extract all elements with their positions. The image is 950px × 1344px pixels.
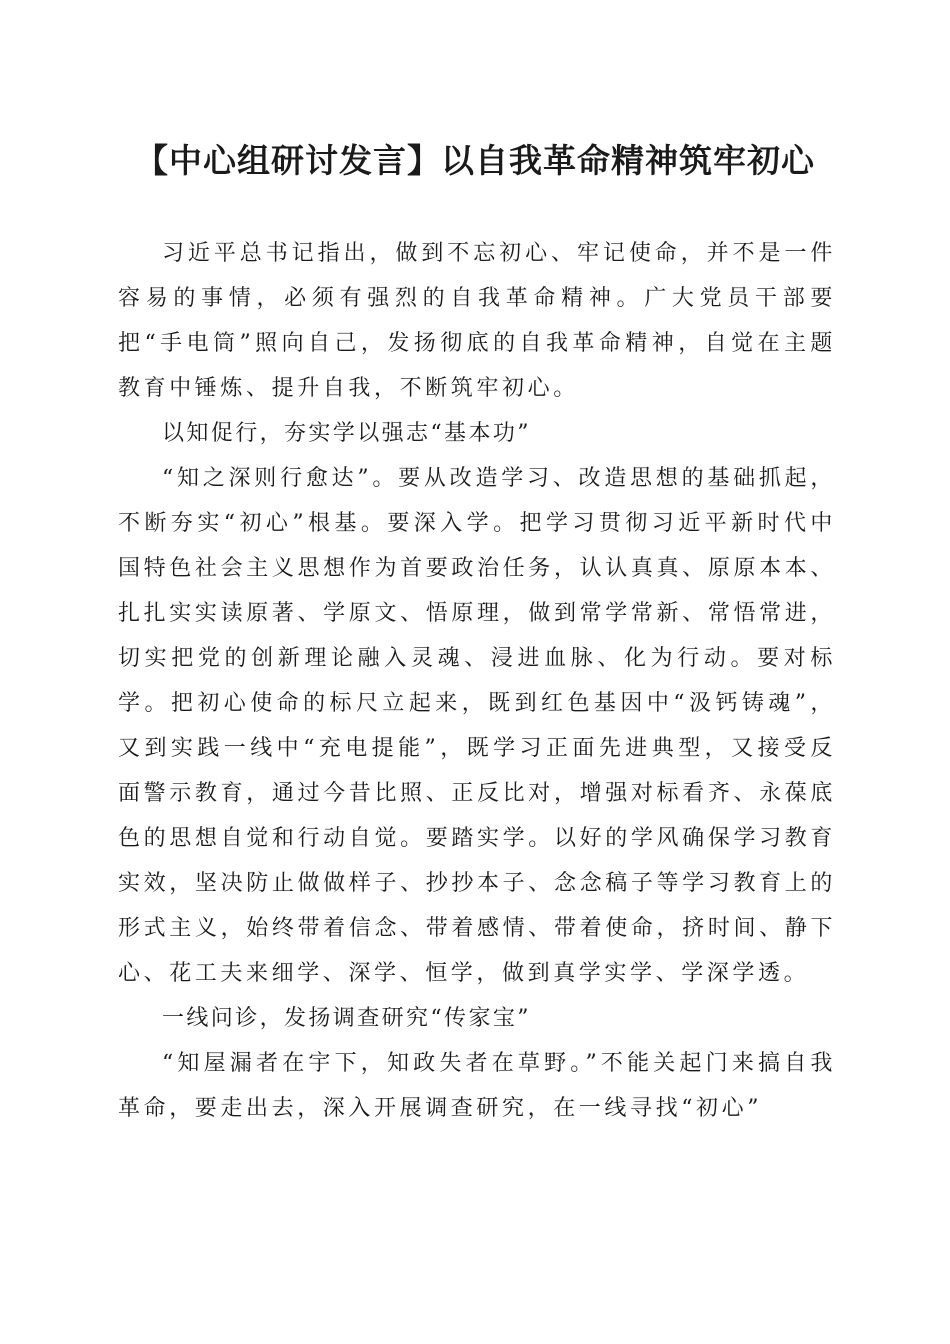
section-heading-study: 以知促行，夯实学以强志“基本功” xyxy=(162,421,531,446)
paragraph-study: “知之深则行愈达”。要从改造学习、改造思想的基础抓起，不断夯实“初心”根基。要深入学。把学习贯彻习近平新时代中国特色社会主义思想作为首要政治任务，认认真真、原原本本、扎扎实实读原著、学原文、悟原理，做到常学常新、常悟常进，切实把党的创新理论融入灵魂、浸进血脉、化为行动。要对标学。把初心使命的标尺立起来，既到红色基因中“汲钙铸魂”，又到实践一线中“充电提能”，既学习正面先进典型，又接受反面警示教育，通过今昔比照、正反比对，增强对标看齐、永葆底色的思想自觉和行动自觉。要踏实学。以好的学风确保学习教育实效，坚决防止做做样子、抄抄本子、念念稿子等学习教育上的形式主义，始终带着信念、带着感情、带着使命，挤时间、静下心、花工夫来细学、深学、恒学，做到真学实学、学深学透。 xyxy=(118,466,836,986)
document-body xyxy=(118,231,836,1131)
document-title: 【中心组研讨发言】以自我革命精神筑牢初心 xyxy=(135,141,815,180)
paragraph-intro: 习近平总书记指出，做到不忘初心、牢记使命，并不是一件容易的事情，必须有强烈的自我革命精神。广大党员干部要把“手电筒”照向自己，发扬彻底的自我革命精神，自觉在主题教育中锤炼、提升自我，不断筑牢初心。 xyxy=(118,241,836,401)
section-heading-research: 一线问诊，发扬调查研究“传家宝” xyxy=(162,1006,531,1031)
paragraph-research: “知屋漏者在宇下，知政失者在草野。”不能关起门来搞自我革命，要走出去，深入开展调查研究，在一线寻找“初心” xyxy=(118,1051,836,1121)
